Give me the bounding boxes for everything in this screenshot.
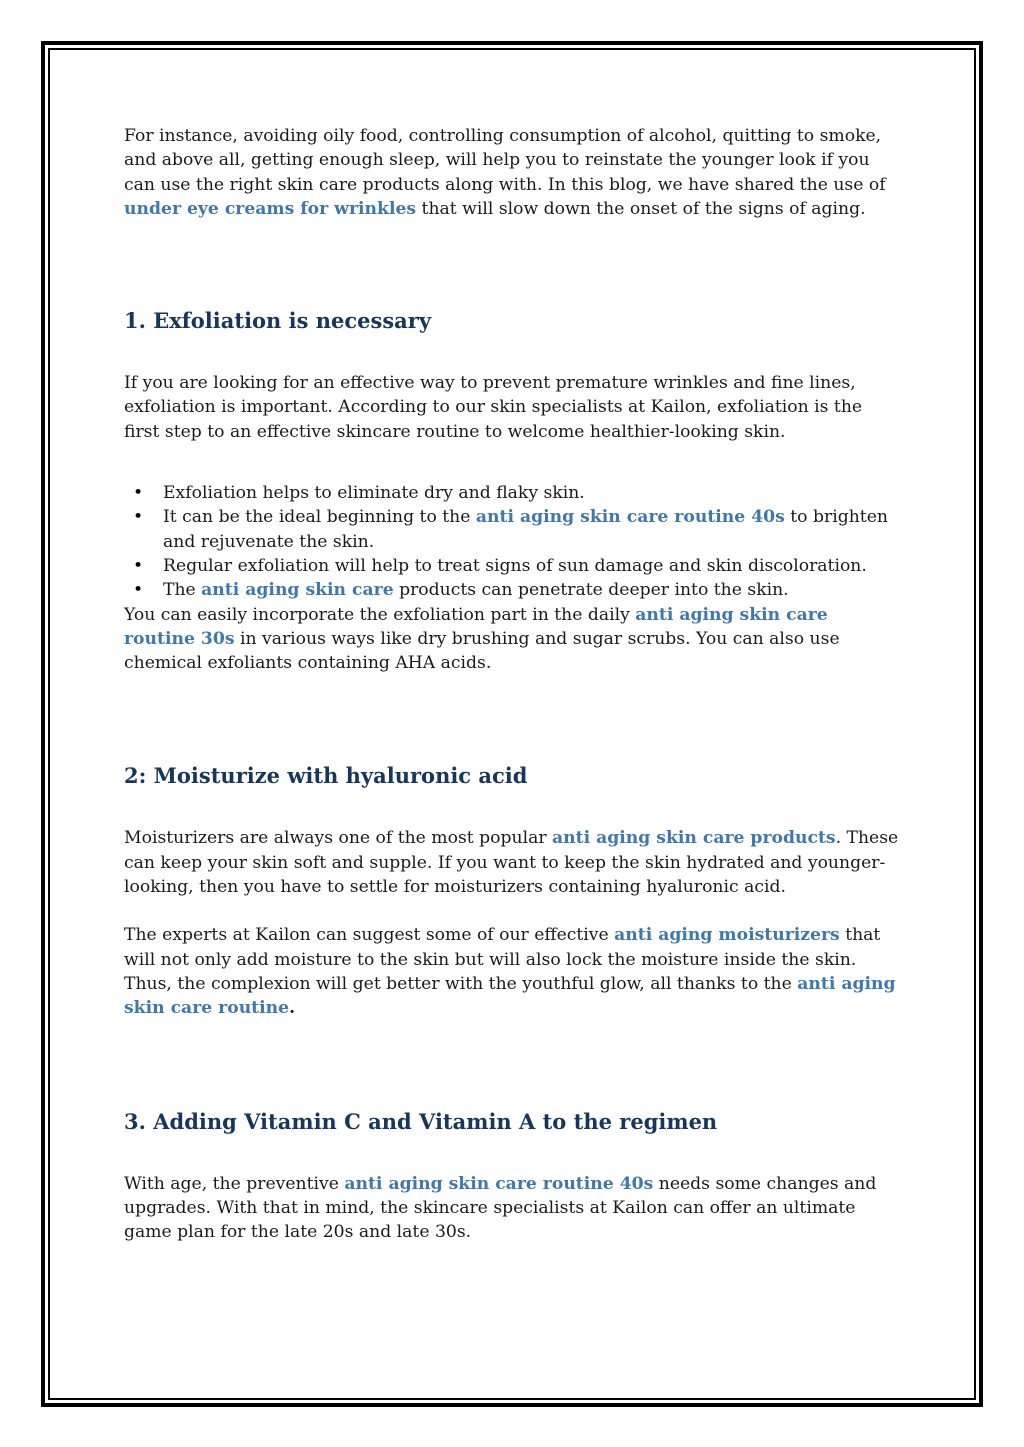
section1-heading: 1. Exfoliation is necessary: [124, 308, 432, 334]
paragraph-text: Moisturizers are always one of the most popular: [124, 828, 552, 849]
section2-paragraph-2: [124, 923, 900, 1020]
link-skin-care-products[interactable]: anti aging skin care products: [552, 828, 836, 849]
paragraph-text: With age, the preventive: [124, 1173, 345, 1194]
list-item-text: It can be the ideal beginning to the: [163, 507, 476, 528]
section2-heading: 2: Moisturize with hyaluronic acid: [124, 763, 528, 789]
paragraph-text: . These can keep your skin soft and supple. If you want to keep the skin hydrated and younger-looking, then you have to settle for moisturizers containing hyaluronic acid.: [124, 828, 899, 898]
paragraph-text: You can easily incorporate the exfoliation part in the daily: [124, 604, 636, 625]
intro-paragraph: [124, 124, 900, 221]
link-routine-40s[interactable]: anti aging skin care routine 40s: [475, 507, 785, 528]
list-item-text: to brighten and rejuvenate the skin.: [163, 507, 888, 552]
section3-paragraph: [124, 1172, 900, 1245]
document-body: [124, 124, 900, 1244]
section1-paragraph: If you are looking for an effective way to prevent premature wrinkles and fine lines, exfoliation is important. According to our skin specialists at Kailon, exfoliation is the first step to an effective skincare routine to welcome healthier-looking skin.: [124, 373, 863, 442]
section1-bullet-list: [124, 481, 900, 602]
link-anti-aging-moisturizers[interactable]: anti aging moisturizers: [614, 925, 840, 946]
link-anti-aging-skin-care[interactable]: anti aging skin care: [201, 580, 394, 601]
list-item: [163, 578, 900, 602]
list-item-text: Exfoliation helps to eliminate dry and flaky skin.: [163, 483, 585, 504]
paragraph-text: in various ways like dry brushing and sugar scrubs. You can also use chemical exfoliants containing AHA acids.: [124, 628, 840, 674]
intro-text-end: that will slow down the onset of the signs of aging.: [416, 198, 866, 219]
list-item: [163, 505, 900, 554]
link-skin-care-routine[interactable]: anti aging skin care routine: [124, 973, 896, 1019]
section3-heading: 3. Adding Vitamin C and Vitamin A to the regimen: [124, 1108, 718, 1134]
list-item: [163, 554, 900, 578]
list-item-text: products can penetrate deeper into the skin.: [393, 580, 789, 601]
list-item: [163, 481, 900, 505]
link-routine-40s-2[interactable]: anti aging skin care routine 40s: [344, 1173, 654, 1194]
paragraph-text: that will not only add moisture to the skin but will also lock the moisture inside the skin. Thus, the complexion will get better with the youthful glow, all thanks to the: [124, 925, 881, 994]
link-routine-30s[interactable]: anti aging skin care routine 30s: [124, 604, 828, 649]
list-item-text: Regular exfoliation will help to treat signs of sun damage and skin discoloration.: [163, 555, 867, 576]
link-under-eye-creams[interactable]: under eye creams for wrinkles: [124, 198, 417, 219]
section2-paragraph-1: [124, 826, 900, 899]
section1-after-paragraph: [124, 603, 900, 676]
list-item-text: The: [163, 580, 202, 601]
paragraph-text: needs some changes and upgrades. With that in mind, the skincare specialists at Kailon can offer an ultimate game plan for the late 20s and late 30s.: [124, 1173, 877, 1243]
intro-text: For instance, avoiding oily food, controlling consumption of alcohol, quitting to smoke, and above all, getting enough sleep, will help you to reinstate the younger look if you can use the right skin care products along with. In this blog, we have shared the use of: [124, 126, 886, 195]
paragraph-text: The experts at Kailon can suggest some of our effective: [124, 925, 615, 946]
paragraph-text: .: [289, 998, 296, 1019]
